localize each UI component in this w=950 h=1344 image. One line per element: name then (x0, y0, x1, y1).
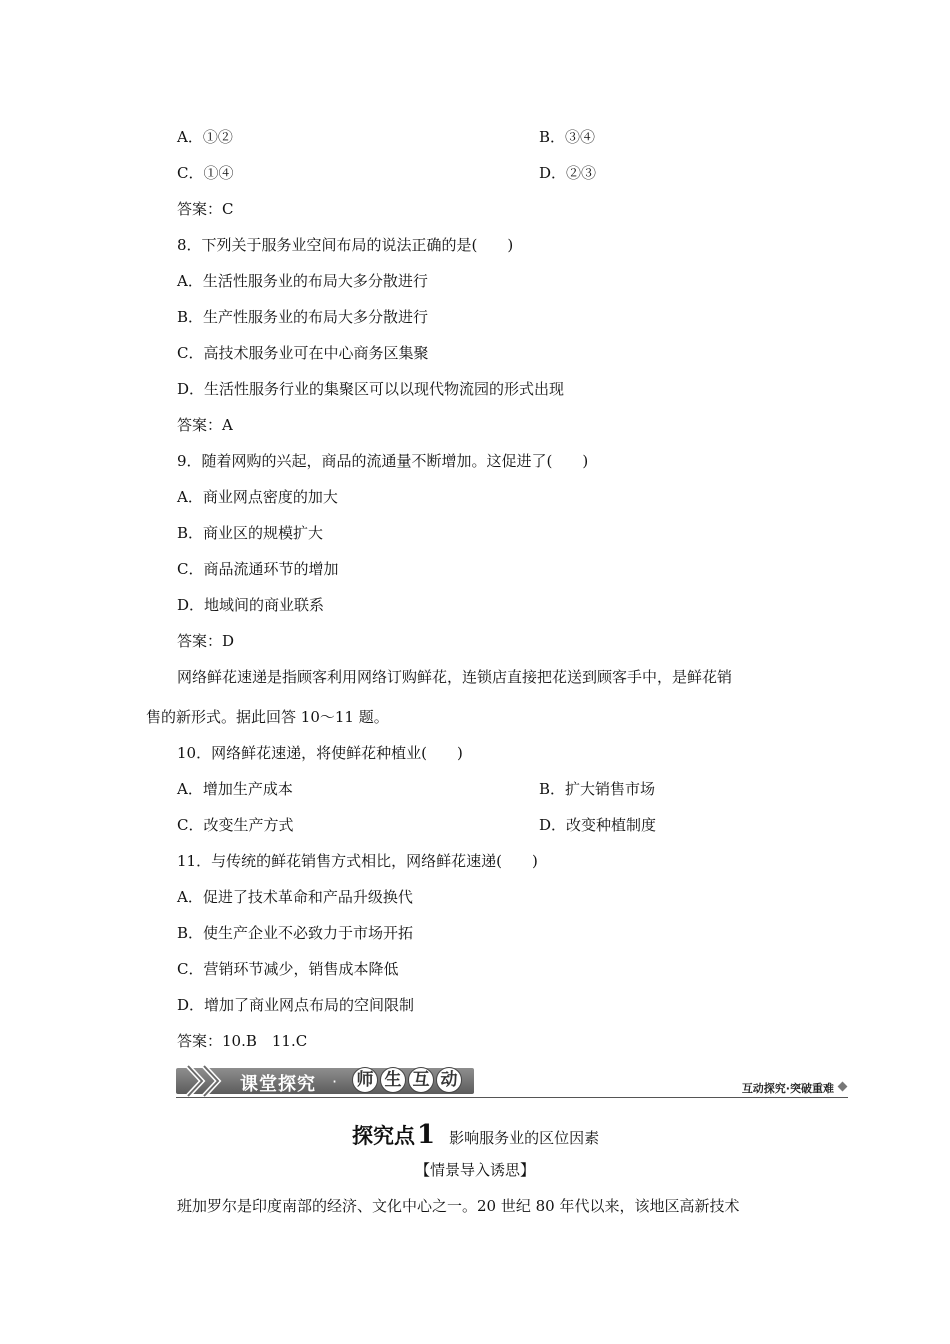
q7-answer: 答案：C (177, 200, 234, 218)
double-chevron-icon (184, 1064, 230, 1098)
q9-option-a: A．商业网点密度的加大 (177, 488, 338, 506)
section-label: 探究点 (352, 1124, 415, 1148)
q10-stem: 10．网络鲜花速递，将使鲜花种植业( ) (177, 744, 463, 762)
banner-char: 动 (436, 1067, 462, 1093)
q9-stem: 9．随着网购的兴起，商品的流通量不断增加。这促进了( ) (177, 452, 589, 470)
q9-answer: 答案：D (177, 632, 235, 650)
banner-title: 课堂探究 (240, 1074, 316, 1095)
section-banner (176, 1064, 848, 1104)
q11-option-c: C．营销环节减少，销售成本降低 (177, 960, 399, 978)
q11-answer: 答案：10.B 11.C (177, 1032, 308, 1050)
q8-option-c: C．高技术服务业可在中心商务区集聚 (177, 344, 429, 362)
q11-stem: 11．与传统的鲜花销售方式相比，网络鲜花速递( ) (177, 852, 538, 870)
banner-right-label: 互动探究·突破重难 (741, 1082, 834, 1095)
intro-heading: 【情景导入诱思】 (414, 1161, 535, 1179)
q7-option-b: B．③④ (539, 128, 596, 146)
intro-text: 班加罗尔是印度南部的经济、文化中心之一。20 世纪 80 年代以来，该地区高新技术 (177, 1197, 740, 1215)
q11-option-a: A．促进了技术革命和产品升级换代 (177, 888, 413, 906)
q10-option-a: A．增加生产成本 (177, 780, 293, 798)
passage-line-2: 售的新形式。据此回答 10～11 题。 (146, 708, 389, 726)
q7-option-c: C．①④ (177, 164, 234, 182)
banner-separator: · (332, 1072, 338, 1091)
q8-stem: 8．下列关于服务业空间布局的说法正确的是( ) (177, 236, 514, 254)
q9-option-c: C．商品流通环节的增加 (177, 560, 339, 578)
banner-char: 互 (408, 1067, 434, 1093)
q9-option-b: B．商业区的规模扩大 (177, 524, 324, 542)
banner-char: 师 (352, 1067, 378, 1093)
q10-option-d: D．改变种植制度 (539, 816, 657, 834)
banner-char: 生 (380, 1067, 406, 1093)
section-heading (352, 1120, 599, 1150)
section-subtitle: 影响服务业的区位因素 (449, 1129, 600, 1147)
q9-option-d: D．地域间的商业联系 (177, 596, 325, 614)
q10-option-b: B．扩大销售市场 (539, 780, 656, 798)
banner-rule (176, 1097, 848, 1098)
section-number: 1 (417, 1120, 436, 1150)
q7-option-a: A．①② (177, 128, 233, 146)
passage-line-1: 网络鲜花速递是指顾客利用网络订购鲜花，连锁店直接把花送到顾客手中，是鲜花销 (177, 668, 733, 686)
banner-highlight (352, 1067, 462, 1093)
q8-option-b: B．生产性服务业的布局大多分散进行 (177, 308, 429, 326)
q11-option-d: D．增加了商业网点布局的空间限制 (177, 996, 415, 1014)
q8-answer: 答案：A (177, 416, 233, 434)
q7-option-d: D．②③ (539, 164, 597, 182)
q8-option-a: A．生活性服务业的布局大多分散进行 (177, 272, 428, 290)
q10-option-c: C．改变生产方式 (177, 816, 294, 834)
q11-option-b: B．使生产企业不必致力于市场开拓 (177, 924, 414, 942)
q8-option-d: D．生活性服务行业的集聚区可以以现代物流园的形式出现 (177, 380, 565, 398)
diamond-icon (838, 1082, 848, 1092)
